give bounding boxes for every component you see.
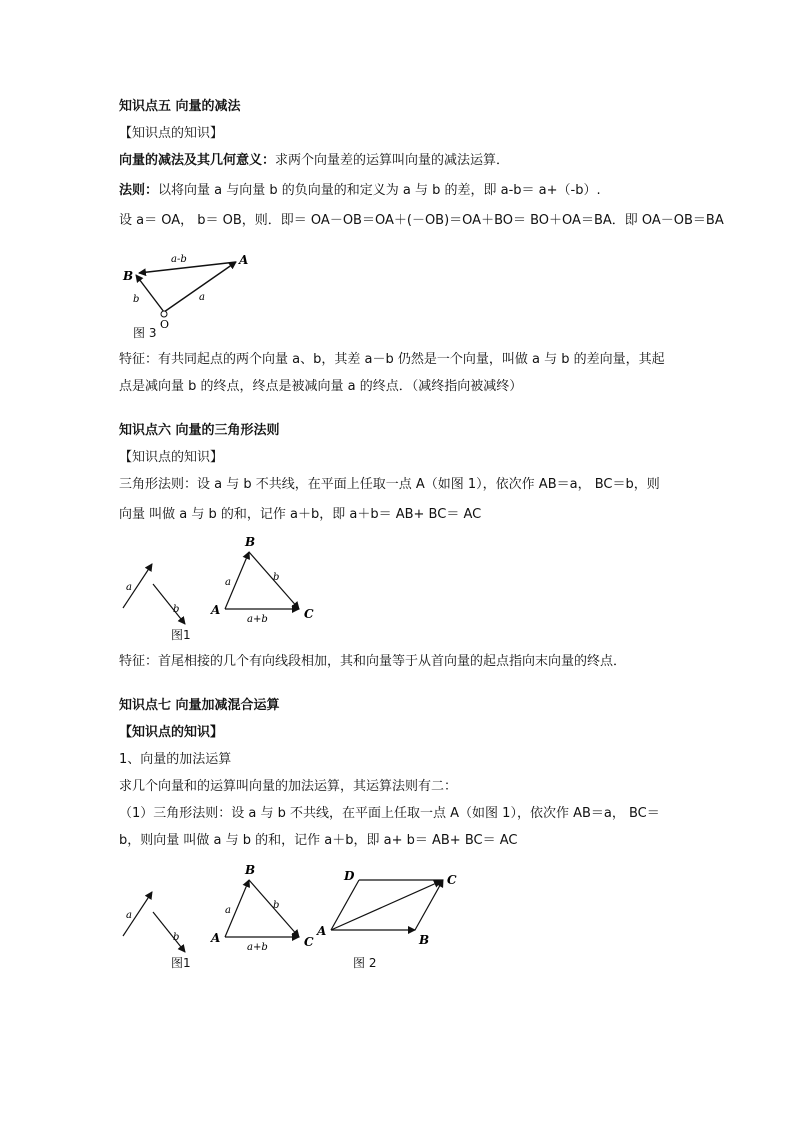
label-free-a: a bbox=[126, 582, 132, 593]
fig1b-label-ab-a: a bbox=[225, 905, 231, 916]
vector-b-line bbox=[136, 275, 164, 312]
label-o-point: O bbox=[160, 318, 170, 331]
fig1b-caption: 图1 bbox=[171, 956, 191, 970]
section6-para3: 特征：首尾相接的几个有向线段相加，其和向量等于从首向量的起点指向末向量的终点． bbox=[119, 654, 627, 669]
fig1b-label-point-c: C bbox=[304, 935, 314, 949]
figure-captions-row bbox=[119, 952, 679, 974]
label-ab-a: a bbox=[225, 577, 231, 588]
section7-para1: 1、向量的加法运算 bbox=[119, 752, 232, 767]
section5-para1 bbox=[119, 150, 679, 172]
label-vector-b: b bbox=[133, 294, 140, 305]
fig2-label-d: D bbox=[344, 869, 355, 883]
section5-para2-rest: 以将向量 a 与向量 b 的负向量的和定义为 a 与 b 的差，即 a-b＝ a+（-b）. bbox=[158, 183, 601, 198]
section7-title: 知识点七 向量加减混合运算 bbox=[119, 698, 280, 713]
label-vector-a-minus-b: a-b bbox=[171, 254, 187, 265]
section5-para1-rest: 求两个向量差的运算叫向量的减法运算． bbox=[275, 153, 510, 168]
fig1b-label-point-b: B bbox=[245, 863, 256, 877]
label-point-c: C bbox=[304, 607, 314, 621]
section5-para5: 点是减向量 b 的终点，终点是被减向量 a 的终点．（减终指向被减终） bbox=[119, 379, 523, 394]
fig2-caption: 图 2 bbox=[353, 956, 377, 970]
fig2-vector-bc bbox=[415, 880, 443, 930]
fig2-side-ad bbox=[331, 880, 359, 930]
point-o-marker bbox=[161, 311, 167, 317]
section7-para3: （1）三角形法则：设 a 与 b 不共线，在平面上任取一点 A（如图 1），依次作 AB＝a， BC＝ bbox=[119, 806, 660, 821]
figure1-triangle-rule bbox=[119, 532, 339, 624]
label-vector-a: a bbox=[199, 292, 205, 303]
label-free-b: b bbox=[173, 604, 180, 615]
section6-tag: 【知识点的知识】 bbox=[119, 450, 224, 465]
section5-para1-bold: 向量的减法及其几何意义： bbox=[119, 153, 276, 168]
fig1b-label-bc-b: b bbox=[273, 900, 280, 911]
figure-row-triangle-and-parallelogram bbox=[119, 860, 479, 952]
section5-para2 bbox=[119, 180, 679, 202]
fig2-label-a: A bbox=[317, 924, 327, 938]
label-point-a: A bbox=[211, 603, 221, 617]
fig1b-label-free-b: b bbox=[173, 932, 180, 943]
fig1b-label-point-a: A bbox=[211, 931, 221, 945]
label-a-point: A bbox=[239, 253, 249, 267]
label-ac-apb: a+b bbox=[247, 614, 268, 625]
fig2-label-c: C bbox=[447, 873, 457, 887]
section5-title: 知识点五 向量的减法 bbox=[119, 99, 241, 114]
figure1-caption: 图1 bbox=[171, 628, 191, 642]
section5-para3: 设 a＝ OA， b＝ OB，则．即＝ OA－OB＝OA＋(－OB)＝OA＋BO＝ BO＋OA＝BA．即 OA－OB＝BA bbox=[119, 213, 724, 228]
fig2-vector-ac bbox=[331, 881, 441, 930]
fig1b-free-vector-b bbox=[153, 912, 185, 952]
section7-para4: b，则向量 叫做 a 与 b 的和，记作 a＋b，即 a+ b＝ AB+ BC＝ AC bbox=[119, 833, 518, 848]
free-vector-b bbox=[153, 584, 185, 624]
section6-title: 知识点六 向量的三角形法则 bbox=[119, 423, 280, 438]
fig1b-label-ac-apb: a+b bbox=[247, 942, 268, 953]
label-b-point: B bbox=[123, 269, 134, 283]
document-content bbox=[119, 96, 724, 974]
section5-para4: 特征：有共同起点的两个向量 a、b，其差 a－b 仍然是一个向量，叫做 a 与 b 的差向量，其起 bbox=[119, 352, 665, 367]
section6-para2: 向量 叫做 a 与 b 的和，记作 a＋b，即 a＋b＝ AB+ BC＝ AC bbox=[119, 507, 482, 522]
section7-tag: 【知识点的知识】 bbox=[119, 725, 224, 740]
fig2-label-b: B bbox=[419, 933, 430, 947]
figure3-vector-subtraction bbox=[119, 232, 299, 331]
section5-para2-bold: 法则： bbox=[119, 183, 159, 198]
label-point-b: B bbox=[245, 535, 256, 549]
section7-para2: 求几个向量和的运算叫向量的加法运算，其运算法则有二： bbox=[119, 779, 458, 794]
figure3-caption: 图 3 bbox=[133, 326, 157, 340]
label-bc-b: b bbox=[273, 572, 280, 583]
section5-tag: 【知识点的知识】 bbox=[119, 126, 224, 141]
fig1b-label-free-a: a bbox=[126, 910, 132, 921]
section6-para1: 三角形法则：设 a 与 b 不共线，在平面上任取一点 A（如图 1），依次作 AB＝a， BC＝b，则 bbox=[119, 477, 660, 492]
